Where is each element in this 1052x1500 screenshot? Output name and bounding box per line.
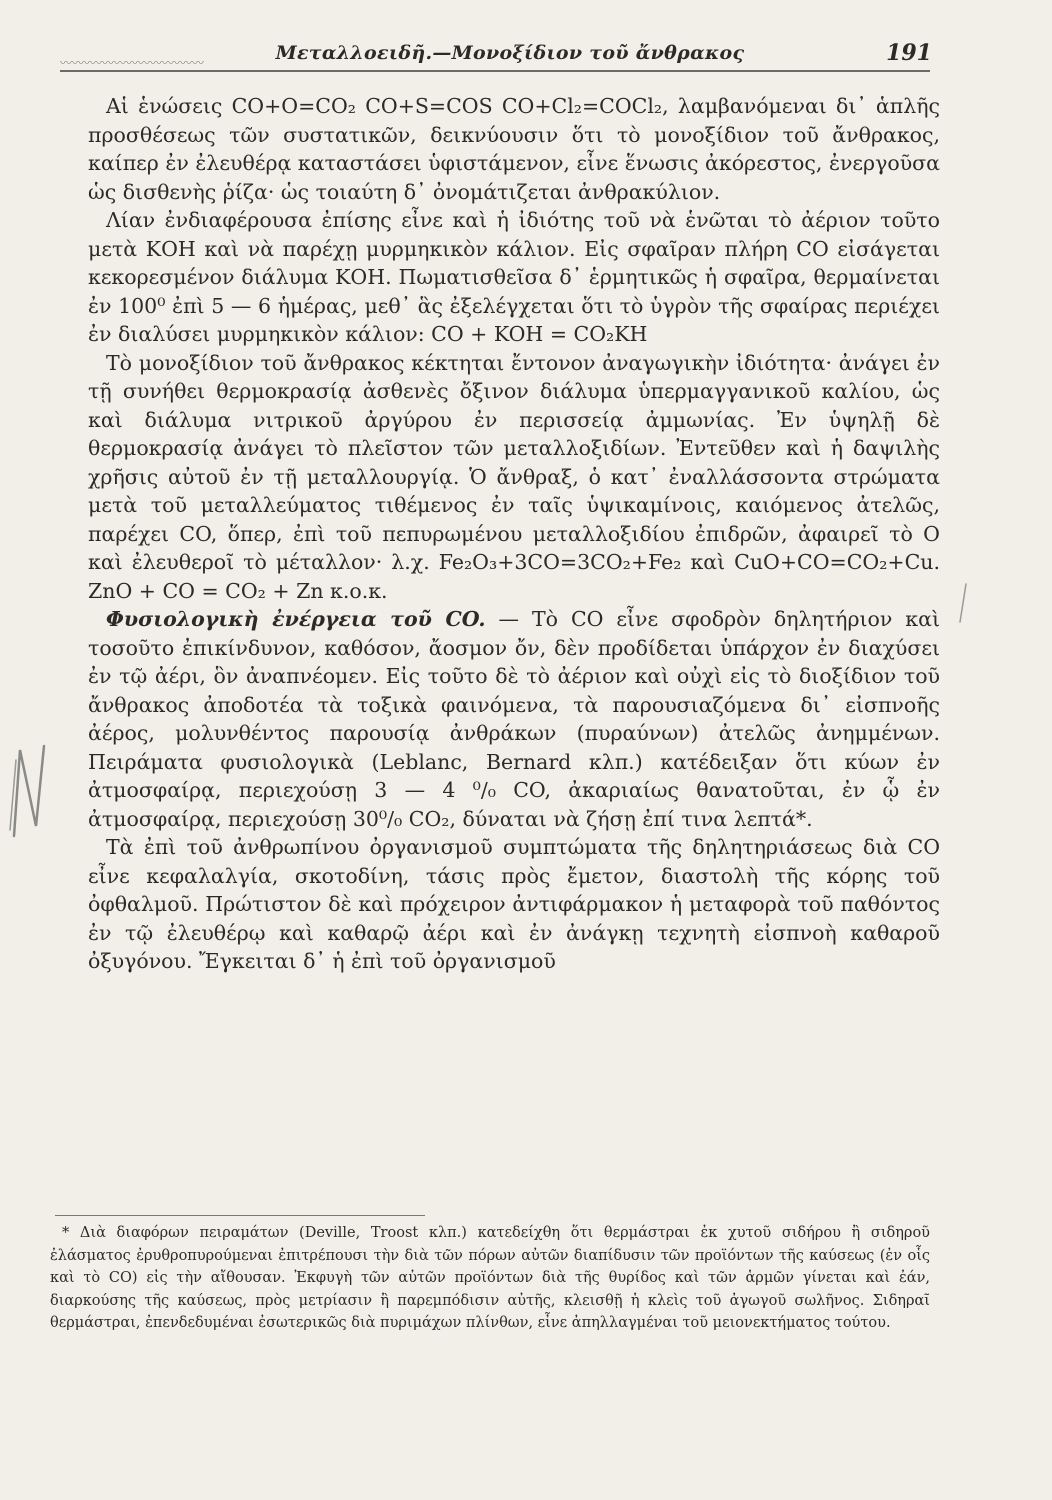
paragraph-2: Λίαν ἐνδιαφέρουσα ἐπίσης εἶνε καὶ ἡ ἰδιότης τοῦ νὰ ἑνῶται τὸ ἀέριον τοῦτο μετὰ ΚΟΗ καὶ νὰ παρέχῃ μυρμηκικὸν κάλιον. Εἰς σφαῖραν πλήρη CO εἰσάγεται κεκορεσμένον διάλυμα ΚΟΗ. Πωματισθεῖσα δ᾽ ἑρμητικῶς ἡ σφαῖρα, θερμαίνεται ἐν 100⁰ ἐπὶ 5 — 6 ἡμέρας, μεθ᾽ ἃς ἐξελέγχεται ὅτι τὸ ὑγρὸν τῆς σφαίρας περιέχει ἐν διαλύσει μυρμηκικὸν κάλιον: CO + KOH = CO₂KH [88, 208, 940, 346]
pencil-margin-tick [956, 582, 970, 624]
header-wavy-ornament: 〰〰〰〰〰〰〰〰〰〰〰〰 [60, 58, 205, 68]
page-number: 191 [886, 40, 932, 66]
header-rule [60, 70, 930, 72]
paragraph-1: Αἱ ἑνώσεις CO+O=CO₂ CO+S=COS CO+Cl₂=COCl₂, λαμβανόμεναι δι᾽ ἁπλῆς προσθέσεως τῶν συστατικῶν, δεικνύουσιν ὅτι τὸ μονοξίδιον τοῦ ἄνθρακος, καίπερ ἐν ἐλευθέρᾳ καταστάσει ὑφιστάμενον, εἶνε ἕνωσις ἀκόρεστος, ἐνεργοῦσα ὡς δισθενὴς ῥίζα· ὡς τοιαύτη δ᾽ ὀνομάτιζεται ἀνθρακύλιον. [88, 94, 940, 204]
paragraph-3: Τὸ μονοξίδιον τοῦ ἄνθρακος κέκτηται ἔντονον ἀναγωγικὴν ἰδιότητα· ἀνάγει ἐν τῇ συνήθει θερμοκρασίᾳ ἀσθενὲς ὄξινον διάλυμα ὑπερμαγγανικοῦ καλίου, ὡς καὶ διάλυμα νιτρικοῦ ἀργύρου ἐν περισσείᾳ ἀμμωνίας. Ἐν ὑψηλῇ δὲ θερμοκρασίᾳ ἀνάγει τὸ πλεῖστον τῶν μεταλλοξιδίων. Ἐντεῦθεν καὶ ἡ δαψιλὴς χρῆσις αὐτοῦ ἐν τῇ μεταλλουργίᾳ. Ὁ ἄνθραξ, ὁ κατ᾽ ἐναλλάσσοντα στρώματα μετὰ τοῦ μεταλλεύματος τιθέμενος ἐν ταῖς ὑψικαμίνοις, καιόμενος ἀτελῶς, παρέχει CO, ὅπερ, ἐπὶ τοῦ πεπυρωμένου μεταλλοξιδίου ἐπιδρῶν, ἀφαιρεῖ τὸ O καὶ ἐλευθεροῖ τὸ μέταλλον· λ.χ. Fe₂O₃+3CO=3CO₂+Fe₂ καὶ CuO+CO=CO₂+Cu. ZnO + CO = CO₂ + Zn κ.ο.κ. [88, 350, 940, 603]
main-text [88, 92, 940, 976]
pencil-margin-mark [6, 740, 50, 840]
section-paragraph [88, 605, 940, 833]
paragraph-5: Τὰ ἐπὶ τοῦ ἀνθρωπίνου ὀργανισμοῦ συμπτώματα τῆς δηλητηριάσεως διὰ CO εἶνε κεφαλαλγία, σκοτοδίνη, τάσις πρὸς ἔμετον, διαστολὴ τῆς κόρης τοῦ ὀφθαλμοῦ. Πρώτιστον δὲ καὶ πρόχειρον ἀντιφάρμακον ἡ μεταφορὰ τοῦ παθόντος ἐν τῷ ἐλευθέρῳ καὶ καθαρῷ ἀέρι καὶ ἐν ἀνάγκῃ τεχνητὴ εἰσπνοὴ καθαροῦ ὀξυγόνου. Ἔγκειται δ᾽ ἡ ἐπὶ τοῦ ὀργανισμοῦ [88, 835, 940, 973]
section-heading: Φυσιολογικὴ ἐνέργεια τοῦ CO. [106, 607, 486, 631]
header-title: Μεταλλοειδῆ.—Μονοξίδιον τοῦ ἄνθρακος [275, 42, 745, 64]
footnote: * Διὰ διαφόρων πειραμάτων (Deville, Troost κλπ.) κατεδείχθη ὅτι θερμάστραι ἐκ χυτοῦ σιδήρου ἢ σιδηροῦ ἐλάσματος ἐρυθροπυρούμεναι ἐπιτρέπουσι τὴν διὰ τῶν πόρων αὐτῶν διαπίδυσιν τῶν προϊόντων τῆς καύσεως (ἐν οἷς καὶ τὸ CO) εἰς τὴν αἴθουσαν. Ἐκφυγὴ τῶν αὐτῶν προϊόντων διὰ τῆς θυρίδος καὶ τῶν ἁρμῶν γίνεται καὶ ἐάν, διαρκούσης τῆς καύσεως, πρὸς μετρίασιν ἢ παρεμπόδισιν αὐτῆς, κλεισθῇ ἡ κλεὶς τοῦ ἀγωγοῦ σωλῆνος. Σιδηραῖ θερμάστραι, ἐπενδεδυμέναι ἐσωτερικῶς διὰ πυριμάχων πλίνθων, εἶνε ἀπηλλαγμέναι τοῦ μειονεκτήματος τούτου. [50, 1225, 930, 1331]
section-text: — Τὸ CO εἶνε σφοδρὸν δηλητήριον καὶ τοσοῦτο ἐπικίνδυνον, καθόσον, ἄοσμον ὄν, δὲν προδίδεται ὑπάρχον ἐν διαχύσει ἐν τῷ ἀέρι, ὃν ἀναπνέομεν. Εἰς τοῦτο δὲ τὸ ἀέριον καὶ οὐχὶ εἰς τὸ διοξίδιον τοῦ ἄνθρακος ἀποδοτέα τὰ τοξικὰ φαινόμενα, τὰ παρουσιαζόμενα δι᾽ εἰσπνοῆς ἀέρος, μολυνθέντος παρουσίᾳ ἀνθράκων (πυραύνων) ἀτελῶς ἀνημμένων. Πειράματα φυσιολογικὰ (Leblanc, Bernard κλπ.) κατέδειξαν ὅτι κύων ἐν ἀτμοσφαίρᾳ, περιεχούσῃ 3 — 4 ⁰/₀ CO, ἀκαριαίως θανατοῦται, ἐν ᾧ ἐν ἀτμοσφαίρᾳ, περιεχούσῃ 30⁰/₀ CO₂, δύναται νὰ ζήσῃ ἐπί τινα λεπτά*. [88, 607, 940, 831]
footnote-rule [55, 1215, 425, 1216]
